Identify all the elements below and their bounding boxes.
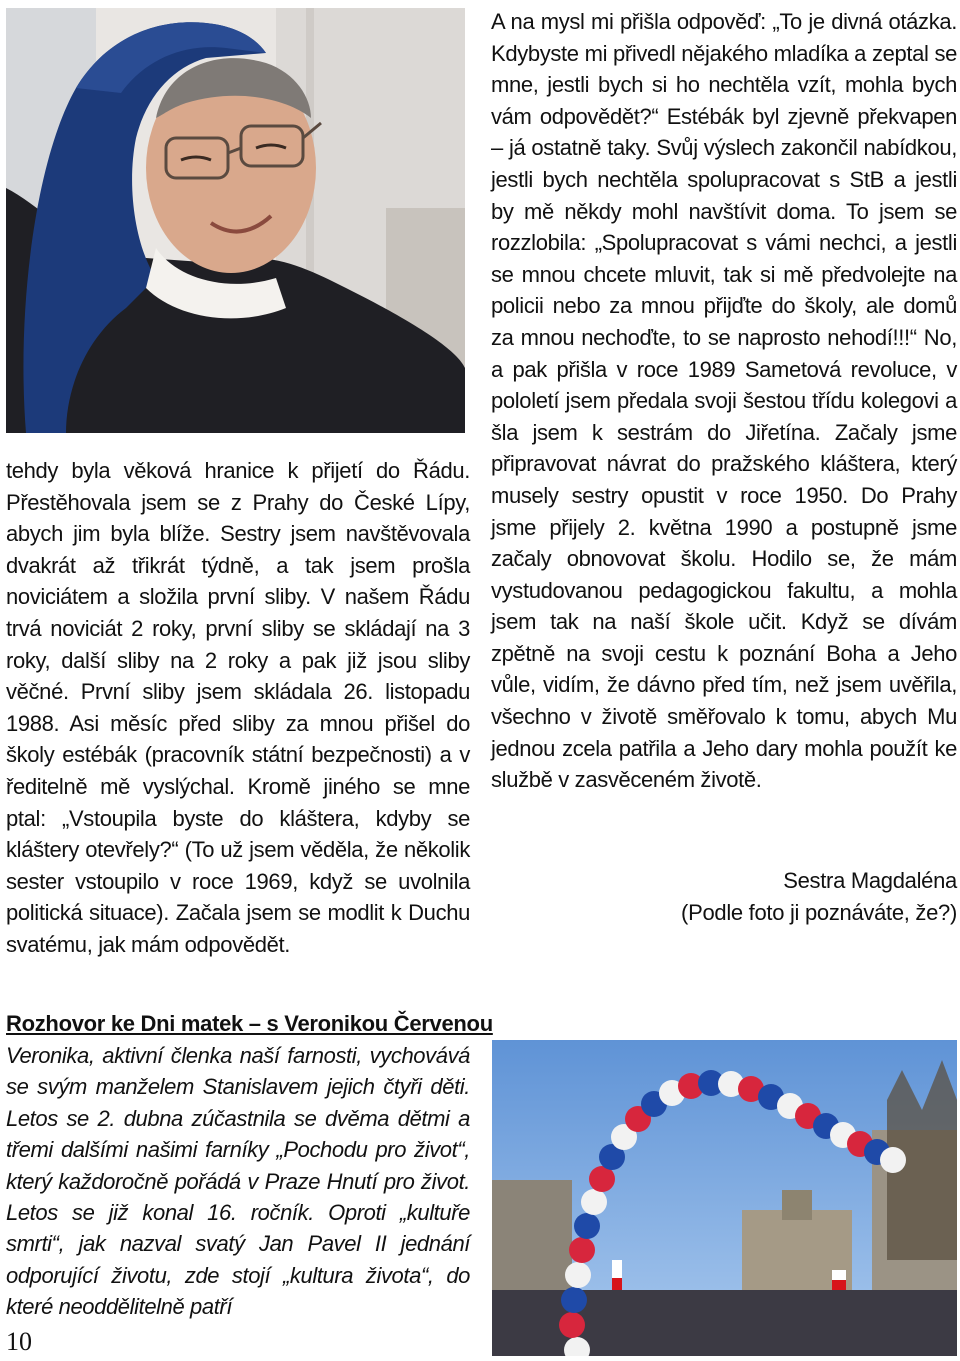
sister-photo-image: [6, 8, 465, 433]
right-column: [491, 6, 957, 796]
sister-photo: [6, 8, 465, 433]
page-number: 10: [6, 1327, 32, 1356]
signature-note: (Podle foto ji poznáváte, že?): [681, 899, 957, 925]
interview-intro: Veronika, aktivní členka naší farnosti, vychovává se svým manželem Stanislavem jejich čtyři děti. Letos se 2. dubna zúčastnila se dvěma dětmi a třemi dalšími našimi farníky „Pochodu pro život“, který každoročně pořádá v Praze Hnutí pro život. Letos se již konal 16. ročník. Oproti „kultuře smrti“, jak nazval svatý Jan Pavel II jednání odporující životu, zde stojí „kultura života“, do které neoddělitelně patří: [6, 1043, 470, 1320]
right-column-text: A na mysl mi přišla odpověď: „To je divná otázka. Kdybyste mi přivedl nějakého mladíka a zeptal se mne, jestli bych si ho nechtěla vzít, mohla bych vám odpovědět?“ Estébák byl zjevně překvapen – já ostatně taky. Svůj výslech zakončil nabídkou, jestli bych nechtěla spolupracovat s StB a jestli by mě někdy mohl navštívit doma. To jsem se rozzlobila: „Spolupracovat s vámi nechci, a jestli se mnou chcete mluvit, tak si mě předvolejte na policii nebo za mnou přijďte do školy, ale domů za mnou nechoďte, to se naprosto nehodí!!!“ No, a pak přišla v roce 1989 Sametová revoluce, v pololetí jsem předala svoji šestou třídu kolegovi a šla jsem k sestrám do Jiřetína. Začaly jsme připravovat návrat do pražského kláštera, který musely sestry opustit v roce 1950. Do Prahy jsme přijely 2. května 1990 a postupně jsme začaly obnovovat školu. Hodilo se, že mám vystudovanou pedagogickou fakultu, a mohla jsem tak na naší škole učit. Když se dívám zpětně na svoji cestu k poznání Boha a Jeho vůle, vidím, že dávno před tím, než jsem uvěřila, všechno v životě směřovalo k tomu, abych Mu jednou zcela patřila a Jeho dary mohla použít ke službě v zasvěceném životě.: [491, 9, 957, 793]
interview-heading: Rozhovor ke Dni matek – s Veronikou Červenou: [6, 1011, 493, 1036]
balloon-arch-photo: [492, 1040, 957, 1356]
left-column: [6, 455, 470, 961]
balloon-arch-image: [492, 1040, 957, 1356]
signature-name: Sestra Magdaléna: [783, 868, 957, 893]
left-column-text: tehdy byla věková hranice k přijetí do Řádu. Přestěhovala jsem se z Prahy do České Lípy, abych jim byla blíže. Sestry jsem navštěvovala dvakrát až třikrát týdně, a tak jsem prošla noviciátem a složila první sliby. V našem Řádu trvá noviciát 2 roky, první sliby se skládají na 3 roky, další sliby na 2 roky a pak již jsou sliby věčné. První sliby jsem skládala 26. listopadu 1988. Asi měsíc před sliby za mnou přišel do školy estébák (pracovník státní bezpečnosti) a v ředitelně mě vyslýchal. Kromě jiného se mne ptal: „Vstoupila byste do kláštera, kdyby se kláštery otevřely?“ (To už jsem věděla, že několik sester vstoupilo v roce 1969, když se uvolnila politická situace). Začala jsem se modlit k Duchu svatému, jak mám odpovědět.: [6, 458, 470, 957]
signature-block: [491, 865, 957, 928]
